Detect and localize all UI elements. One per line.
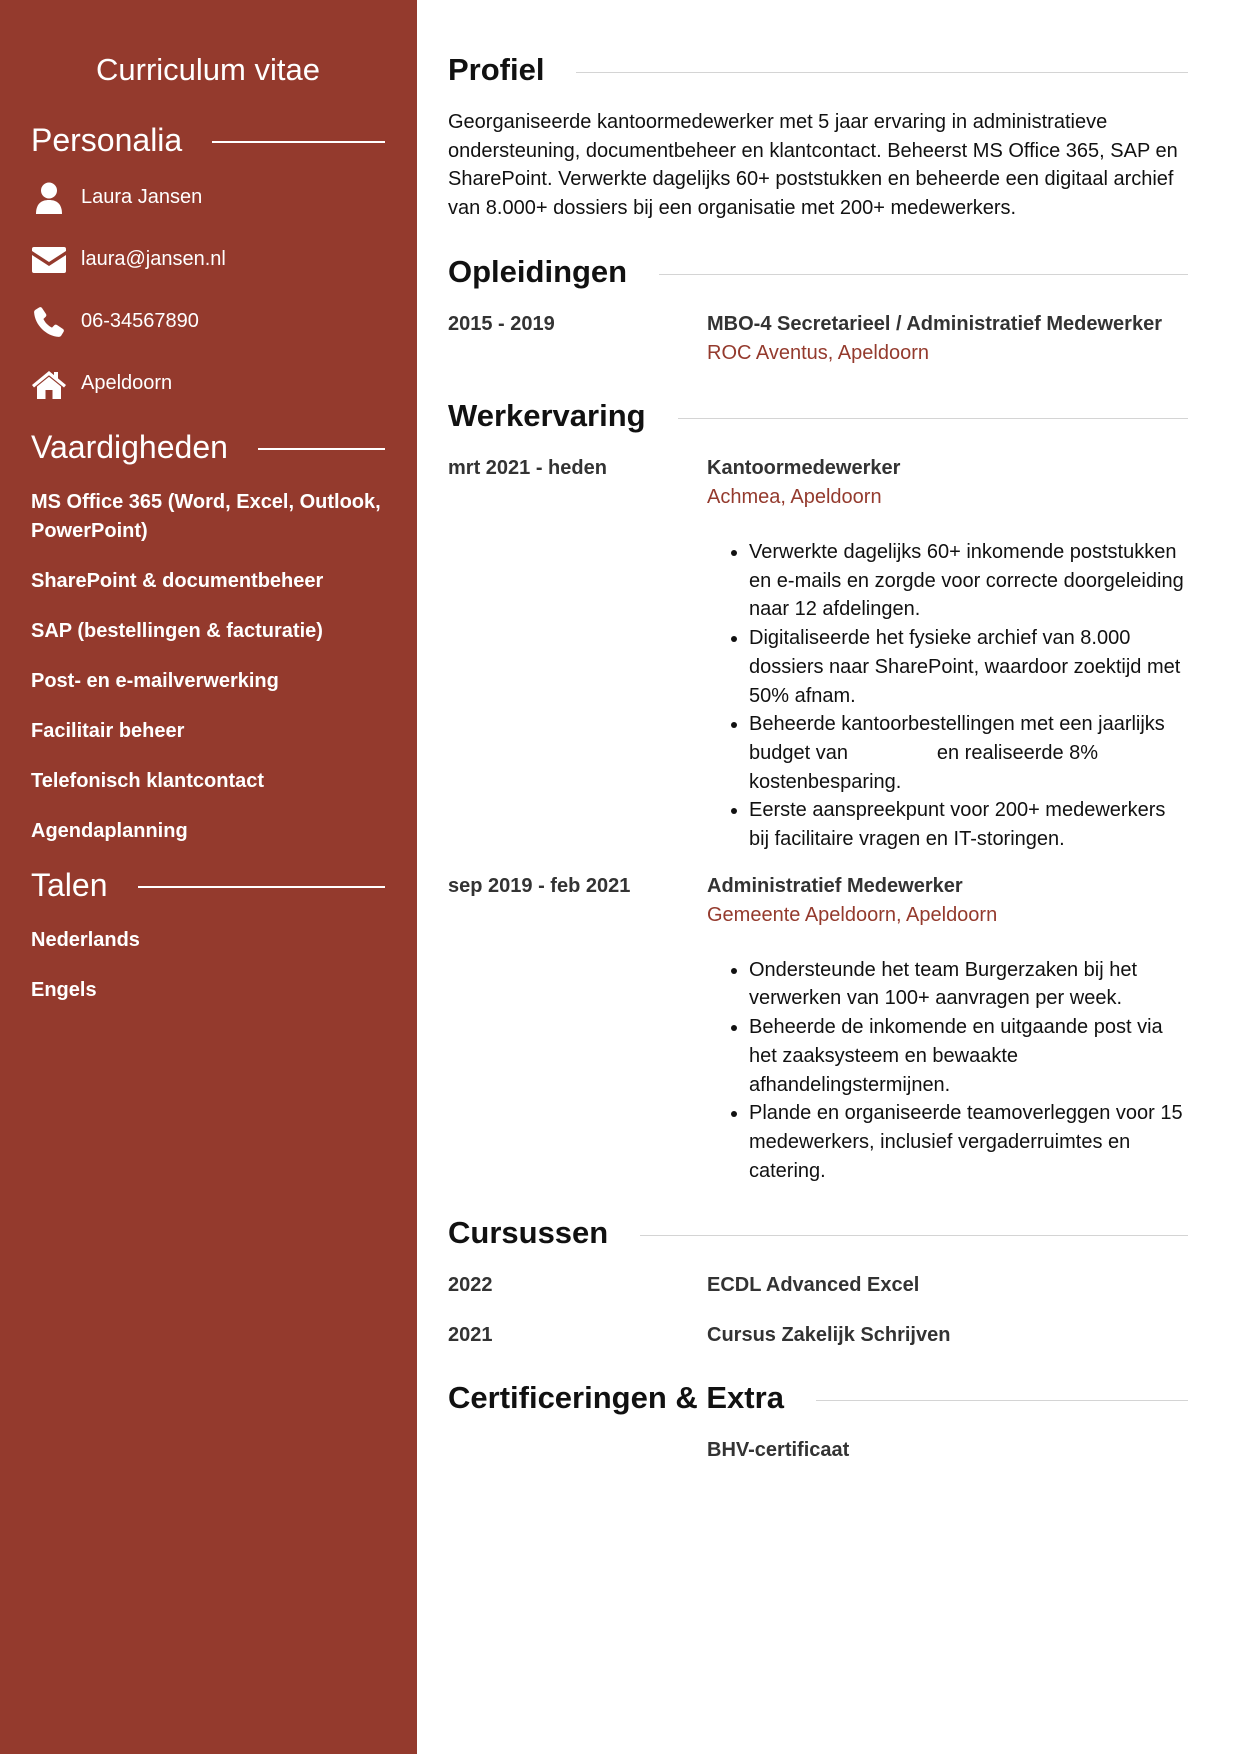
skill-item: Telefonisch klantcontact bbox=[31, 770, 265, 792]
profile-text: Georganiseerde kantoormedewerker met 5 jaar ervaring in administratieve ondersteuning, documentbeheer en klantcontact. Beheerst MS Office 365, SAP en SharePoint. Verwerkte dagelijks 60+ poststukken en beheerde een digitaal archief van 8.000+ dossiers bij een organisatie met 200+ medewerkers. bbox=[448, 111, 1178, 219]
languages-list bbox=[31, 926, 385, 1005]
course-entry bbox=[448, 1321, 1188, 1350]
entry-bullets bbox=[707, 956, 1188, 1186]
heading-divider bbox=[576, 72, 1188, 73]
heading-divider bbox=[640, 1235, 1188, 1236]
bullet-item: • Digitaliseerde het fysieke archief van 8.000 dossiers naar SharePoint, waardoor zoektijd met 50% afnam. bbox=[749, 624, 1188, 710]
entry-date: mrt 2021 - heden bbox=[448, 457, 607, 479]
experience-heading bbox=[448, 398, 1188, 434]
contact-name-text: Laura Jansen bbox=[81, 186, 203, 208]
heading-divider bbox=[212, 141, 385, 143]
courses-heading bbox=[448, 1215, 1188, 1251]
entry-organization: Achmea, Apeldoorn bbox=[707, 486, 882, 508]
heading-divider bbox=[258, 448, 385, 450]
skill-item: SAP (bestellingen & facturatie) bbox=[31, 620, 323, 642]
envelope-icon bbox=[31, 243, 67, 276]
main-content bbox=[417, 0, 1241, 1754]
entry-organization: ROC Aventus, Apeldoorn bbox=[707, 342, 929, 364]
education-heading bbox=[448, 254, 1188, 290]
entry-title: BHV-certificaat bbox=[707, 1439, 850, 1462]
contact-phone[interactable] bbox=[31, 305, 385, 338]
bullet-item: • Plande en organiseerde teamoverleggen voor 15 medewerkers, inclusief vergaderruimtes en catering. bbox=[749, 1099, 1188, 1185]
education-entry bbox=[448, 310, 1188, 368]
languages-heading bbox=[31, 867, 385, 904]
skill-item: Facilitair beheer bbox=[31, 720, 185, 742]
personal-heading-text: Personalia bbox=[31, 122, 183, 158]
entry-title: ECDL Advanced Excel bbox=[707, 1274, 920, 1297]
course-entry bbox=[448, 1271, 1188, 1300]
heading-divider bbox=[659, 274, 1188, 275]
user-icon bbox=[31, 181, 67, 214]
entry-date: 2022 bbox=[448, 1274, 493, 1297]
skills-list bbox=[31, 488, 385, 846]
contact-location-text: Apeldoorn bbox=[81, 372, 173, 394]
skill-item: SharePoint & documentbeheer bbox=[31, 570, 324, 592]
bullet-item: • Beheerde de inkomende en uitgaande post via het zaaksysteem en bewaakte afhandelingstermijnen. bbox=[749, 1013, 1188, 1099]
entry-date: 2021 bbox=[448, 1324, 493, 1347]
bullet-item: • Verwerkte dagelijks 60+ inkomende poststukken en e-mails en zorgde voor correcte doorgeleiding naar 12 afdelingen. bbox=[749, 538, 1188, 624]
education-heading-text: Opleidingen bbox=[448, 254, 628, 289]
personal-heading bbox=[31, 122, 385, 159]
entry-title: Kantoormedewerker bbox=[707, 457, 901, 479]
entry-title: Cursus Zakelijk Schrijven bbox=[707, 1324, 951, 1347]
heading-divider bbox=[816, 1400, 1188, 1401]
home-icon bbox=[31, 367, 67, 400]
entry-bullets bbox=[707, 538, 1188, 854]
contact-location bbox=[31, 367, 385, 400]
skills-heading bbox=[31, 429, 385, 466]
contact-email[interactable] bbox=[31, 243, 385, 276]
skill-item: Agendaplanning bbox=[31, 820, 188, 842]
contact-list bbox=[31, 181, 385, 400]
bullet-item: • Beheerde kantoorbestellingen met een jaarlijks budget van en realiseerde 8% kostenbesparing. bbox=[749, 710, 1188, 796]
entry-organization: Gemeente Apeldoorn, Apeldoorn bbox=[707, 903, 998, 926]
language-item: Engels bbox=[31, 979, 97, 1001]
heading-divider bbox=[678, 418, 1188, 419]
entry-title: Administratief Medewerker bbox=[707, 874, 963, 897]
skill-item: MS Office 365 (Word, Excel, Outlook, PowerPoint) bbox=[31, 491, 381, 542]
certification-entry bbox=[448, 1436, 1188, 1465]
entry-body bbox=[707, 872, 1188, 1186]
contact-email-text[interactable]: laura@jansen.nl bbox=[81, 248, 226, 270]
entry-title: MBO-4 Secretarieel / Administratief Medewerker bbox=[707, 313, 1162, 335]
entry-body bbox=[707, 310, 1188, 368]
experience-heading-text: Werkervaring bbox=[448, 398, 646, 433]
entry-body bbox=[707, 454, 1188, 854]
languages-heading-text: Talen bbox=[31, 867, 108, 903]
bullet-item: • Ondersteunde het team Burgerzaken bij het verwerken van 100+ aanvragen per week. bbox=[749, 956, 1188, 1013]
certifications-heading-text: Certificeringen & Extra bbox=[448, 1380, 784, 1416]
phone-icon bbox=[31, 305, 67, 338]
entry-date: sep 2019 - feb 2021 bbox=[448, 874, 631, 897]
sidebar bbox=[0, 0, 417, 1754]
entry-date: 2015 - 2019 bbox=[448, 313, 555, 335]
heading-divider bbox=[138, 886, 386, 888]
cv-title: Curriculum vitae bbox=[96, 52, 320, 87]
certifications-heading bbox=[448, 1380, 1188, 1416]
profile-heading-text: Profiel bbox=[448, 52, 545, 87]
courses-heading-text: Cursussen bbox=[448, 1215, 609, 1251]
language-item: Nederlands bbox=[31, 929, 140, 951]
skills-heading-text: Vaardigheden bbox=[31, 429, 228, 465]
experience-entry bbox=[448, 454, 1188, 854]
experience-entry bbox=[448, 872, 1188, 1186]
entry-date bbox=[448, 1436, 707, 1465]
profile-heading bbox=[448, 52, 1188, 88]
contact-name bbox=[31, 181, 385, 214]
skill-item: Post- en e-mailverwerking bbox=[31, 670, 279, 692]
contact-phone-text[interactable]: 06-34567890 bbox=[81, 310, 199, 332]
bullet-item: • Eerste aanspreekpunt voor 200+ medewerkers bij facilitaire vragen en IT-storingen. bbox=[749, 796, 1188, 853]
